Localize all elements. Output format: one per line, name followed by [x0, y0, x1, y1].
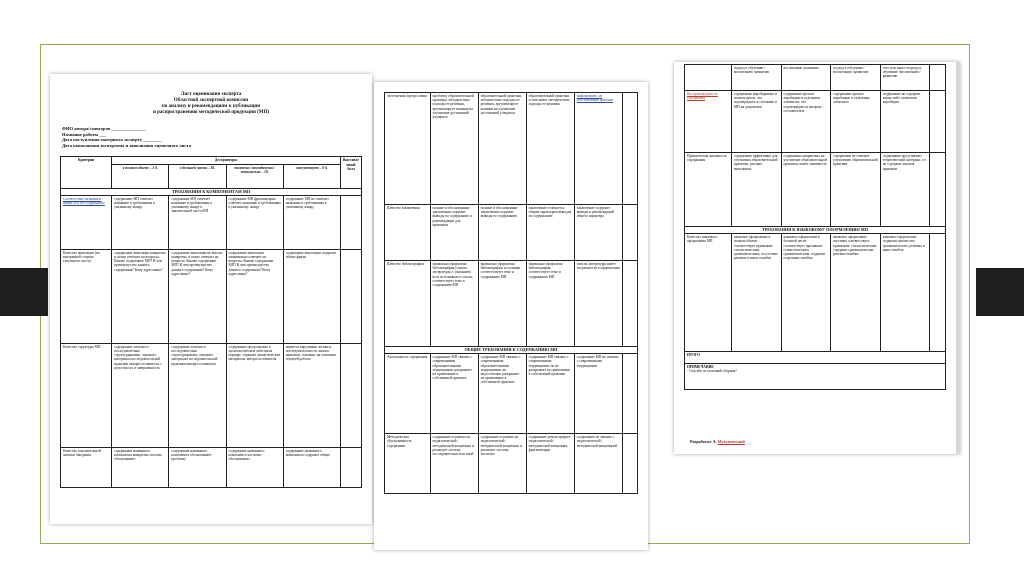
head-score: Выставленный балл [340, 157, 361, 188]
row-cell: содержание названного компонента обосновывает проблему [169, 447, 226, 487]
score-cell[interactable] [622, 261, 637, 347]
row-cell: подход к обучению /воспитанию /развитию [731, 65, 781, 91]
score-cell[interactable] [930, 65, 946, 91]
row-criterion: Воспроизводимость содержания [685, 91, 732, 153]
row-cell: образовательной практики и описывает методические подходы ее решения [526, 93, 574, 205]
row-criterion [685, 65, 732, 91]
row-cell: содержание МП не отвечает названию и требованиям к указанному жанру [283, 195, 340, 249]
row-cell: подход к обучению /воспитанию /развитию [831, 65, 881, 91]
row-cell: полные и обоснованные заключения содержат выводы по содержанию и рекомендации для практиков [430, 205, 478, 261]
row-cell: содержание не связано с педагогической /методической концепцией [574, 434, 622, 494]
row-cell: содержание не отвечает улучшению образовательной практики [831, 153, 881, 227]
score-cell[interactable] [930, 91, 946, 153]
row-cell: содержание МП отвечает названию и требованиям к указанному жанру в значительной части МП [169, 195, 226, 249]
section-title: ТРЕБОВАНИЯ К ЯЗЫКОВОМУ ОФОРМЛЕНИЮ МП [685, 227, 946, 234]
left-decor-bar [0, 268, 48, 316]
row-cell: содержание эффективно для улучшения образовательной практики, реально выполнимо [731, 153, 781, 227]
row-cell: содержание прошло апробацию в отдельных элементах [831, 91, 881, 153]
row-cell: имеются нарушения логики и последовательности, анализ практики, основано на описании текущей работы [283, 343, 340, 447]
document-page-3 [674, 62, 960, 454]
row-cell: содержание основано на педагогической /методической концепции и реализует систему последовательно или иной [430, 434, 478, 494]
row-cell: содержание названного компонента конкретно и полно обосновывает [112, 447, 169, 487]
meta-line: Название работы ___ [62, 131, 107, 137]
credit-label: Разработал А. [690, 439, 717, 444]
score-cell[interactable] [622, 93, 637, 205]
row-cell: правильно оформлена библиография (список литературы) с указанием всех источников и ссылок, соответствует теме и содержанию МП [430, 261, 478, 347]
row-cell: список литературы имеет погрешности в оформлении [574, 261, 622, 347]
score-cell[interactable] [622, 205, 637, 261]
row-cell: содержание МП не связано с современными тенденциями [574, 354, 622, 434]
table-row [685, 234, 946, 352]
row-cell: содержание направлено на улучшение образовательной практики, имеет значимость [781, 153, 831, 227]
row-cell: содержание названного компонента содержит общие [283, 447, 340, 487]
total-row: ИТОГО [685, 352, 946, 364]
table-row [61, 195, 362, 249]
document-page-1 [50, 74, 372, 524]
page-scrollbar[interactable] [956, 62, 960, 454]
row-criterion: Качество структуры МП [61, 343, 112, 447]
row-cell: содержание аннотации минимально отвечает на вопросы: Каково содержание МП? В чем преимущество данного содержания? Кому адресовано? [226, 249, 283, 343]
meta-line: Дата выполнения экспертизы и заполнения оценочного листа [62, 142, 192, 148]
row-criterion: Качество пояснительной записки /введения [61, 447, 112, 487]
table-row [61, 249, 362, 343]
table-row [61, 343, 362, 447]
table-row [385, 354, 638, 434]
title-line: Лист оценивания эксперта [180, 92, 242, 97]
row-cell: языковое оформление в полном объеме соответствует признакам: стилистическим, грамматическим, отсутствие речевых и иных ошибок [731, 234, 781, 352]
row-cell: содержание МП связано с современными образовательными тенденциями, раскрывает их применение в собственной практике [430, 354, 478, 434]
row-cell: содержание МП связано с современными образовательными тенденциями, но недостаточно раскрывает их применение в собственной практике [478, 354, 526, 434]
row-cell: того или иного подхода к обучению /воспитанию /развитию [880, 65, 930, 91]
row-cell: правильно оформлена библиография, соответствует теме и содержанию МП [526, 261, 574, 347]
row-criterion: Качество аннотации (на внутренней стороне титульного листа) [61, 249, 112, 343]
right-decor-bar [976, 268, 1024, 316]
row-cell: образовательной практики, методические подходы ее решения, аргументирует влияния на улучшение достижений учащихся [478, 93, 526, 205]
score-cell[interactable] [930, 234, 946, 352]
table-row [685, 65, 946, 91]
row-criterion: Качество библиографии [385, 261, 431, 347]
row-criterion: Соответствие названия и жанра МП его содержанию [61, 195, 112, 249]
row-cell: информацию, не обоснованную фактами [574, 93, 622, 205]
head-col4: отсутствует – 0 б. [283, 164, 340, 188]
head-col1: в полном объеме – 3 б. [112, 164, 169, 188]
score-cell[interactable] [622, 434, 637, 494]
table-row [385, 434, 638, 494]
row-criterion: Качество языкового оформления МП [685, 234, 732, 352]
row-criterion: Качество заключения [385, 205, 431, 261]
row-cell: полные и обоснованные заключения содержат выводы по содержанию [478, 205, 526, 261]
row-cell: содержание не содержит каких-либо элементов апробации [880, 91, 930, 153]
row-cell: языковое оформление частично соответствует признакам: стилистическим, содержит грамматические, речевые ошибки [831, 234, 881, 352]
note-title: ПРИМЕЧАНИЕ [687, 365, 714, 370]
meta-line: Дата поступления материала эксперту ________ [62, 137, 162, 143]
row-cell: содержание логично и последовательно структурировано, отражает материалы исследовательской практики автора/составителя [169, 343, 226, 447]
table-row [385, 93, 638, 205]
row-cell: проблему образовательной практики, методические подходы ее решения, аргументирует влияния на улучшение достижений учащихся [430, 93, 478, 205]
row-criterion: Практическая значимость содержания [685, 153, 732, 227]
row-criterion: /вступления /предисловия [385, 93, 431, 205]
row-cell: содержание аннотации не вполне конкретно и полно отвечает на вопросы: Каково содержание МП? В чем преимущество данного содержания? Кому адресовано? [169, 249, 226, 343]
head-indicators: Дескрипторы [112, 157, 341, 164]
score-cell[interactable] [930, 153, 946, 227]
section-title: ОБЩИЕ ТРЕБОВАНИЯ К СОДЕРЖАНИЮ МП [385, 347, 638, 354]
row-cell: содержание названного компонента частично обосновывает [226, 447, 283, 487]
score-cell[interactable] [340, 447, 361, 487]
row-cell: содержание аннотации конкретно и полно отвечает на вопросы: Каково содержание МП? В чем преимущество данного содержания? Кому адресовано? [112, 249, 169, 343]
table-row [61, 447, 362, 487]
note-cell[interactable] [685, 364, 946, 390]
note-text: - Спасибо за отличный сборник! [687, 369, 737, 374]
page1-meta [62, 126, 372, 148]
row-cell: содержание МП отвечает названию и требованиям к указанному жанру [112, 195, 169, 249]
row-criterion: Актуальность содержания [385, 354, 431, 434]
row-cell: заключение содержит выводы и рекомендаций общего характера [574, 205, 622, 261]
document-page-2 [374, 82, 648, 550]
score-cell[interactable] [340, 195, 361, 249]
row-cell: правильно оформлена библиография, источники соответствуют теме и содержанию МП [478, 261, 526, 347]
row-cell: заключение отличается общим характером выводов по содержанию [526, 205, 574, 261]
table-row [385, 205, 638, 261]
evaluation-table-2 [384, 92, 638, 494]
score-cell[interactable] [622, 354, 637, 434]
row-cell: содержание прошло апробацию в отдельных элементах, что подтверждается автором /составителем [781, 91, 831, 153]
page1-title [50, 92, 372, 116]
section-title: ТРЕБОВАНИЯ К КОМПОНЕНТАМ МП [61, 188, 362, 195]
meta-line: ФИО автора/соавторов _______________ [62, 126, 146, 131]
head-col2: в большей части – 2б. [169, 164, 226, 188]
row-cell: содержание представлено в хронологическом либо ином порядке, отражает аналитические материалы, автора/составителя [226, 343, 283, 447]
table-row [685, 91, 946, 153]
title-line: по анализу и рекомендациям к публикации [161, 104, 261, 109]
evaluation-table-3 [684, 64, 946, 390]
row-cell: содержание МП фрагментарно отвечает названию и требованиям к указанному жанру [226, 195, 283, 249]
credit-line [690, 439, 745, 444]
row-cell: языковое оформление содержит множество грамматических, речевых и иных ошибок [880, 234, 930, 352]
row-cell: содержание представляет теоретический материал, т.е. не содержит анализа практики [880, 153, 930, 227]
credit-name: Мукушевский [717, 439, 745, 444]
head-criteria: Критерии [61, 157, 112, 188]
row-cell: содержание МП связано с современными тенденциями, но не раскрывает их применение в собственной практике [526, 354, 574, 434]
evaluation-table-1 [60, 156, 362, 487]
row-cell: языковое оформление в большей части соответствует признакам: стилистическим, грамматическим, содержит отдельные ошибки [781, 234, 831, 352]
score-cell[interactable] [340, 343, 361, 447]
title-line: Областной экспертной комиссии [173, 98, 249, 103]
head-col3: частично /эпизодически /минимально – 1б. [226, 164, 283, 188]
table-row [685, 153, 946, 227]
row-criterion: Методическая обоснованность содержания [385, 434, 431, 494]
row-cell: воспитанию /развитию [781, 65, 831, 91]
row-cell: содержание аннотации содержит общие фразы [283, 249, 340, 343]
row-cell: содержание демонстрирует педагогической /методической концепции, фрагментарно [526, 434, 574, 494]
score-cell[interactable] [340, 249, 361, 343]
row-cell: содержание основано на педагогической /методической концепции и реализует систему частично [478, 434, 526, 494]
row-cell: содержание апробировано и полном цикле, что подтверждается ссылками в МП на документы [731, 91, 781, 153]
table-row [385, 261, 638, 347]
row-cell: содержание логично и последовательно структурировано, отражает материалы исследовательской практики автора/составителя, с целостность и завершенность [112, 343, 169, 447]
title-line: и распространению методической продукции (МП) [152, 110, 270, 115]
